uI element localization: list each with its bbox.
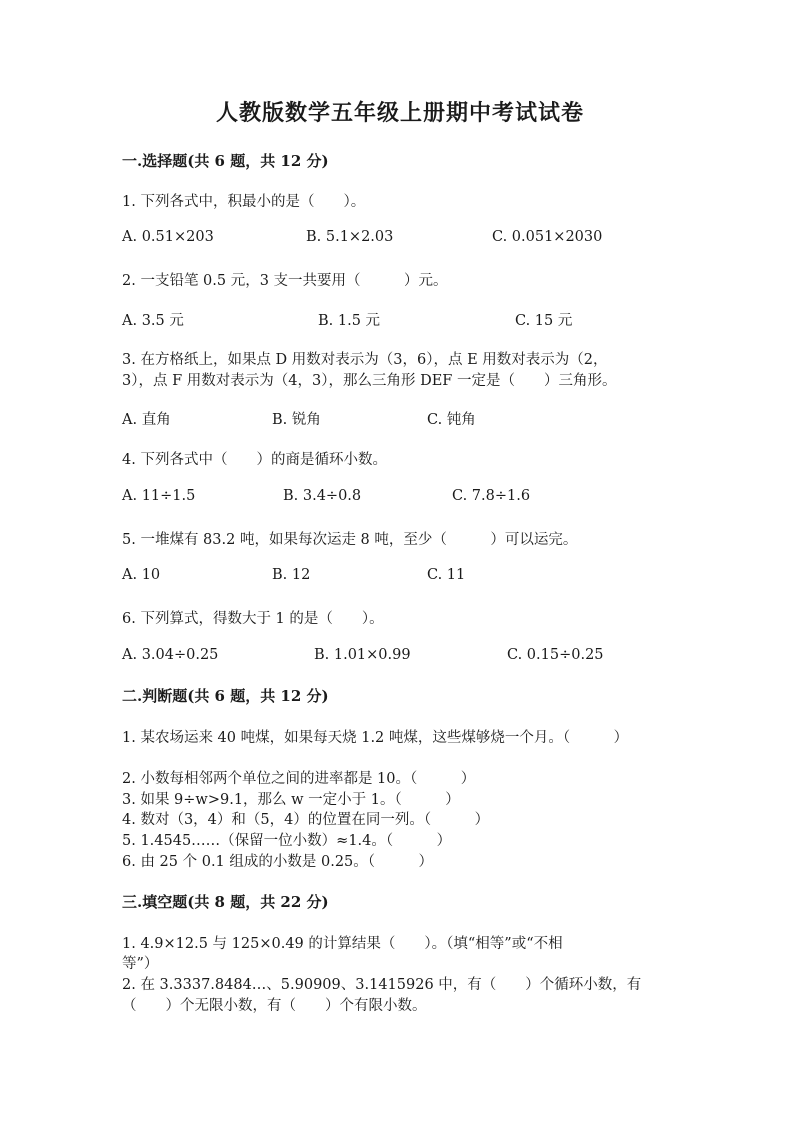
judge-question-4: 4. 数对（3，4）和（5，4）的位置在同一列。（ ） bbox=[122, 812, 490, 828]
choice-1-option-b: B. 5.1×2.03 bbox=[306, 229, 394, 245]
section-heading-fill: 三.填空题(共 8 题，共 22 分) bbox=[122, 893, 329, 911]
choice-6-option-a: A. 3.04÷0.25 bbox=[122, 647, 219, 663]
choice-2-option-a: A. 3.5 元 bbox=[122, 313, 184, 329]
fill-question-1-line1: 1. 4.9×12.5 与 125×0.49 的计算结果（ ）。（填“相等”或“不相 bbox=[122, 936, 563, 952]
choice-5-option-c: C. 11 bbox=[427, 567, 466, 583]
choice-4-option-c: C. 7.8÷1.6 bbox=[452, 488, 531, 504]
choice-question-5: 5. 一堆煤有 83.2 吨，如果每次运走 8 吨，至少（ ）可以运完。 bbox=[122, 532, 578, 548]
choice-question-6: 6. 下列算式，得数大于 1 的是（ ）。 bbox=[122, 611, 384, 627]
choice-6-option-b: B. 1.01×0.99 bbox=[314, 647, 411, 663]
choice-2-option-b: B. 1.5 元 bbox=[318, 313, 381, 329]
choice-3-option-a: A. 直角 bbox=[122, 412, 171, 428]
judge-question-1: 1. 某农场运来 40 吨煤，如果每天烧 1.2 吨煤，这些煤够烧一个月。（ ） bbox=[122, 730, 629, 746]
section-heading-judge: 二.判断题(共 6 题，共 12 分) bbox=[122, 687, 329, 705]
choice-question-2: 2. 一支铅笔 0.5 元，3 支一共要用（ ）元。 bbox=[122, 273, 448, 289]
choice-5-option-b: B. 12 bbox=[272, 567, 311, 583]
fill-question-1-line2: 等”） bbox=[122, 956, 159, 972]
choice-2-option-c: C. 15 元 bbox=[515, 313, 573, 329]
choice-3-option-b: B. 锐角 bbox=[272, 412, 321, 428]
choice-1-option-c: C. 0.051×2030 bbox=[492, 229, 603, 245]
choice-question-3-line2: 3），点 F 用数对表示为（4，3），那么三角形 DEF 一定是（ ）三角形。 bbox=[122, 373, 617, 389]
choice-1-option-a: A. 0.51×203 bbox=[122, 229, 214, 245]
choice-question-3-line1: 3. 在方格纸上，如果点 D 用数对表示为（3，6），点 E 用数对表示为（2， bbox=[122, 352, 608, 368]
fill-question-2-line1: 2. 在 3.3337.8484…、5.90909、3.1415926 中，有（ ）个循环小数，有 bbox=[122, 977, 642, 993]
choice-4-option-a: A. 11÷1.5 bbox=[122, 488, 196, 504]
choice-6-option-c: C. 0.15÷0.25 bbox=[507, 647, 604, 663]
judge-question-2: 2. 小数每相邻两个单位之间的进率都是 10。（ ） bbox=[122, 771, 476, 787]
section-heading-choice: 一.选择题(共 6 题，共 12 分) bbox=[122, 152, 329, 170]
choice-question-4: 4. 下列各式中（ ）的商是循环小数。 bbox=[122, 452, 387, 468]
judge-question-5: 5. 1.4545……（保留一位小数）≈1.4。（ ） bbox=[122, 833, 452, 849]
choice-4-option-b: B. 3.4÷0.8 bbox=[283, 488, 362, 504]
page-title: 人教版数学五年级上册期中考试试卷 bbox=[215, 100, 584, 126]
choice-question-1: 1. 下列各式中，积最小的是（ ）。 bbox=[122, 194, 366, 210]
fill-question-2-line2: （ ）个无限小数，有（ ）个有限小数。 bbox=[122, 998, 427, 1014]
choice-3-option-c: C. 钝角 bbox=[427, 412, 476, 428]
choice-5-option-a: A. 10 bbox=[122, 567, 161, 583]
judge-question-3: 3. 如果 9÷w>9.1，那么 w 一定小于 1。（ ） bbox=[122, 792, 460, 808]
judge-question-6: 6. 由 25 个 0.1 组成的小数是 0.25。（ ） bbox=[122, 854, 434, 870]
